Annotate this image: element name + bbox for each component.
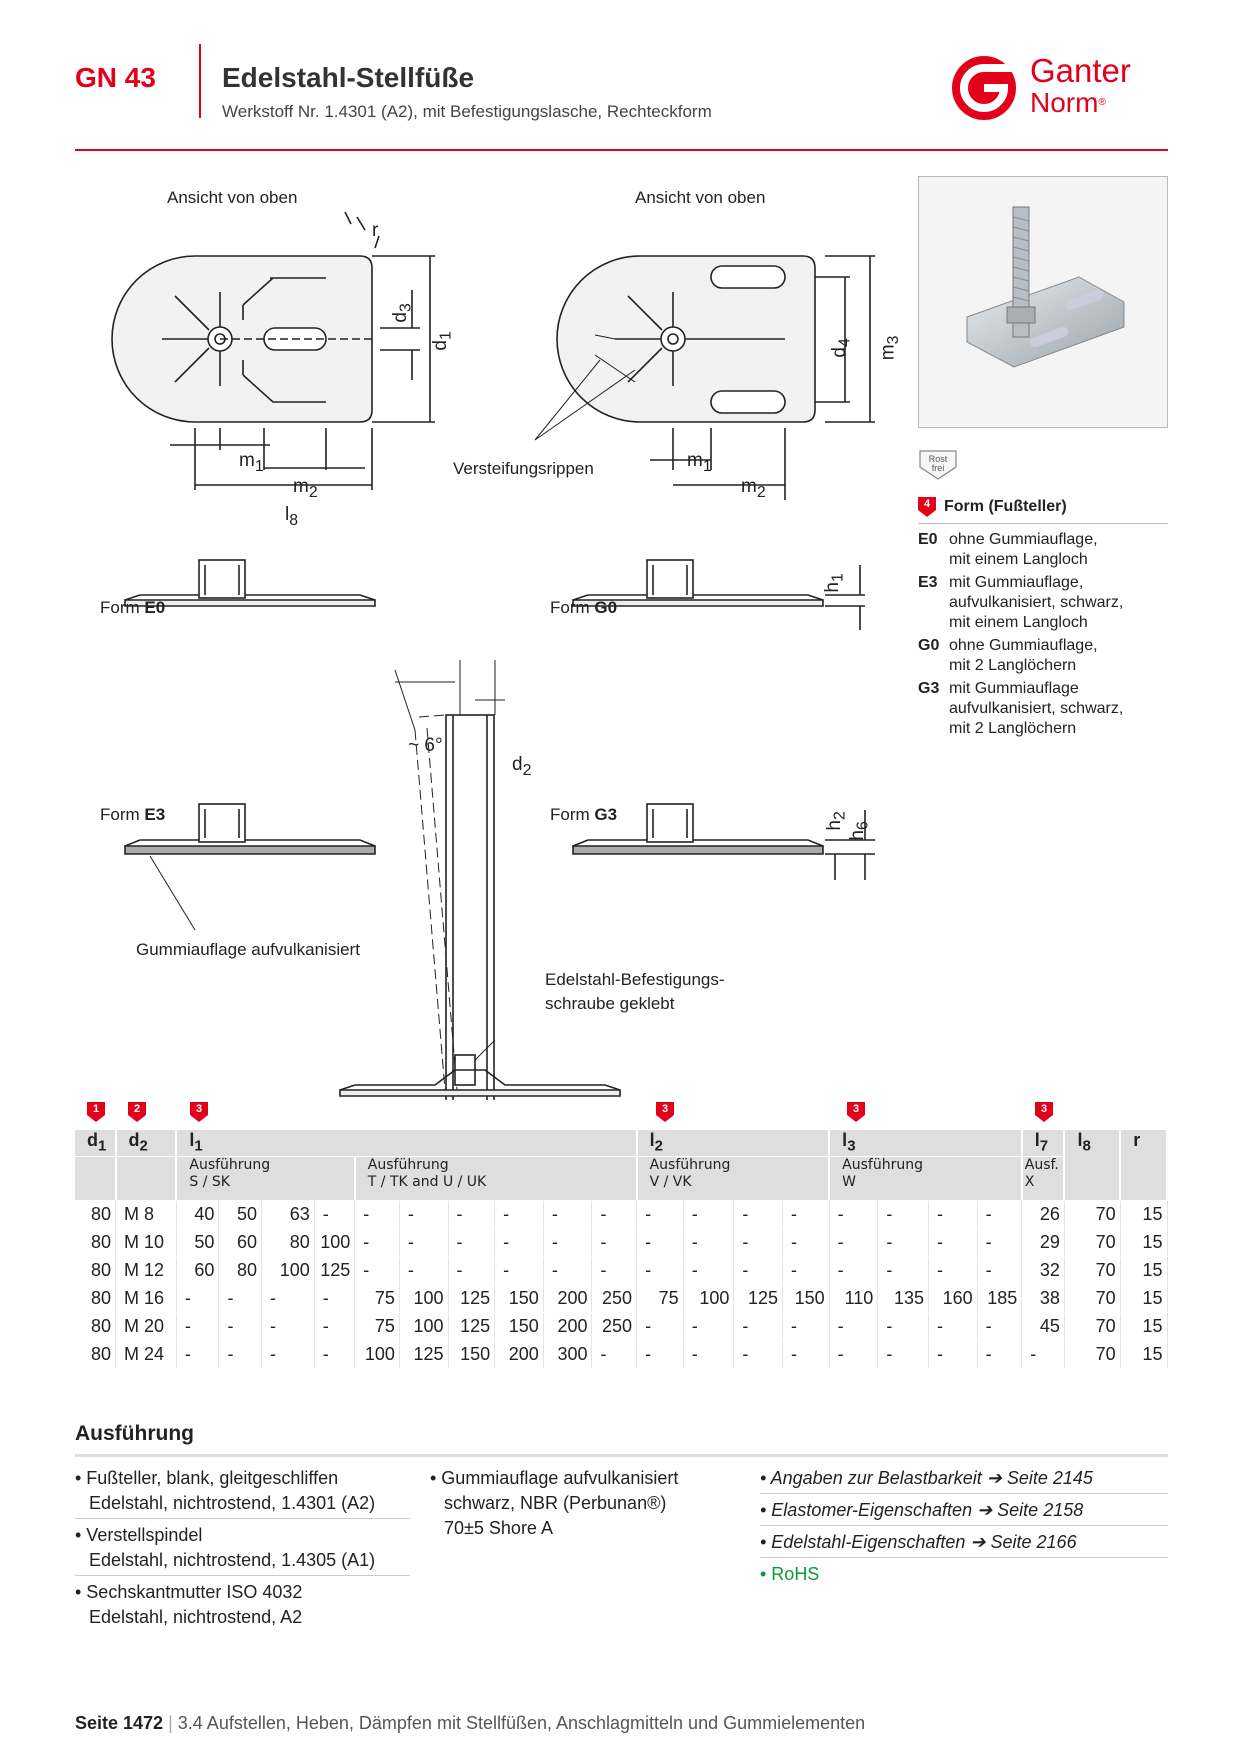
table-cell: - [543, 1256, 592, 1284]
angle-label: ~ 6° [408, 735, 443, 756]
table-markers [75, 1102, 1168, 1126]
rubber-label: Gummiauflage aufvulkanisiert [136, 940, 360, 959]
page-ref-link[interactable]: • Angaben zur Belastbarkeit ➔ Seite 2145 [760, 1462, 1168, 1494]
page-subtitle: Werkstoff Nr. 1.4301 (A2), mit Befestigungslasche, Rechteckform [222, 102, 712, 121]
table-cell: 100 [262, 1256, 315, 1284]
view-label-right: Ansicht von oben [635, 188, 766, 207]
table-cell: - [262, 1284, 315, 1312]
table-cell: - [683, 1228, 734, 1256]
table-cell: 75 [355, 1312, 400, 1340]
table-cell: - [683, 1312, 734, 1340]
form-g3-label: Form G3 [550, 805, 618, 824]
table-cell: - [734, 1256, 783, 1284]
table-cell: - [314, 1340, 355, 1368]
list-item: • Verstellspindel Edelstahl, nichtrostend, 1.4305 (A1) [75, 1519, 410, 1576]
table-cell: - [683, 1256, 734, 1284]
marker-4: 4 [918, 497, 936, 517]
table-cell: 40 [176, 1200, 219, 1228]
table-cell: 80 [75, 1200, 116, 1228]
form-e0-label: Form E0 [100, 598, 166, 617]
th-r: r [1120, 1130, 1167, 1200]
table-cell: 80 [75, 1256, 116, 1284]
table-row [75, 1228, 1167, 1256]
dim-h1: $h_1$ [821, 573, 847, 593]
table-cell: - [355, 1228, 400, 1256]
table-cell: 125 [734, 1284, 783, 1312]
table-cell: 100 [355, 1340, 400, 1368]
sub-l1-t: Ausführung T / TK and U / UK [355, 1156, 637, 1200]
table-cell: - [878, 1256, 929, 1284]
table-cell: - [495, 1200, 544, 1228]
table-cell: - [262, 1340, 315, 1368]
table-cell: 80 [75, 1312, 116, 1340]
table-cell: - [543, 1228, 592, 1256]
table-cell: - [783, 1256, 830, 1284]
table-cell: 185 [977, 1284, 1022, 1312]
table-cell: - [355, 1256, 400, 1284]
brand-sub: Norm® [1030, 87, 1106, 118]
header-rule [75, 149, 1168, 151]
sub-l2: Ausführung V / VK [637, 1156, 830, 1200]
table-cell: 150 [783, 1284, 830, 1312]
dim-d1: $d_1$ [429, 331, 455, 351]
svg-text:Rost: Rost [928, 454, 948, 464]
table-cell: 60 [219, 1228, 262, 1256]
sub-l1-s: Ausführung S / SK [176, 1156, 354, 1200]
table-cell: - [929, 1256, 978, 1284]
table-cell: - [637, 1312, 684, 1340]
form-item-g3: G3 mit Gummiauflage aufvulkanisiert, schwarz, mit 2 Langlöchern [918, 680, 1124, 737]
table-cell: - [448, 1256, 495, 1284]
table-cell: - [929, 1200, 978, 1228]
table-cell: 15 [1120, 1312, 1167, 1340]
ausfuehrung-col-2 [430, 1462, 730, 1543]
table-cell: 100 [399, 1312, 448, 1340]
dim-m2-right: $m_2$ [741, 476, 766, 501]
table-cell: - [929, 1228, 978, 1256]
table-cell: - [878, 1312, 929, 1340]
page-footer: Seite 1472 | 3.4 Aufstellen, Heben, Dämpfen mit Stellfüßen, Anschlagmitteln und Gummielementen [75, 1713, 866, 1733]
svg-text:frei: frei [931, 463, 945, 473]
table-cell: 150 [448, 1340, 495, 1368]
table-cell: - [977, 1312, 1022, 1340]
table-cell: 15 [1120, 1284, 1167, 1312]
rohs-label: • RoHS [760, 1564, 820, 1584]
table-cell: - [592, 1200, 637, 1228]
form-g0-label: Form G0 [550, 598, 618, 617]
table-cell: 45 [1022, 1312, 1065, 1340]
table-cell: 75 [355, 1284, 400, 1312]
table-cell: 70 [1064, 1200, 1120, 1228]
table-row [75, 1284, 1167, 1312]
table-cell: - [929, 1340, 978, 1368]
table-cell: 50 [219, 1200, 262, 1228]
page-title: Edelstahl-Stellfüße [222, 62, 475, 93]
table-cell: - [829, 1200, 878, 1228]
table-cell: 300 [543, 1340, 592, 1368]
table-cell: 60 [176, 1256, 219, 1284]
table-cell: - [495, 1256, 544, 1284]
table-cell: - [929, 1312, 978, 1340]
table-cell: - [977, 1340, 1022, 1368]
page-ref-link[interactable]: • Edelstahl-Eigenschaften ➔ Seite 2166 [760, 1526, 1168, 1558]
table-cell: - [829, 1312, 878, 1340]
table-cell: - [314, 1284, 355, 1312]
th-l8: $l_8$ [1064, 1130, 1120, 1200]
table-cell: 200 [543, 1284, 592, 1312]
table-cell: 63 [262, 1200, 315, 1228]
dimensions-table [75, 1130, 1168, 1369]
table-cell: 70 [1064, 1256, 1120, 1284]
th-d2: $d_2$ [116, 1130, 177, 1156]
form-e3-label: Form E3 [100, 805, 166, 824]
table-cell: - [399, 1228, 448, 1256]
ganter-g-icon [948, 52, 1024, 124]
table-cell: - [592, 1228, 637, 1256]
table-cell: 150 [495, 1312, 544, 1340]
form-item-g0: G0 ohne Gummiauflage, mit 2 Langlöchern [918, 637, 1098, 674]
table-cell: - [977, 1200, 1022, 1228]
dim-m1-right: $m_1$ [687, 450, 712, 475]
marker-3-l7: 3 [1035, 1102, 1053, 1122]
section-rule [75, 1454, 1168, 1457]
table-cell: - [783, 1340, 830, 1368]
table-subheader-row [75, 1156, 1167, 1200]
table-cell: 15 [1120, 1228, 1167, 1256]
product-code: GN 43 [75, 62, 156, 93]
table-row [75, 1312, 1167, 1340]
table-cell: - [637, 1256, 684, 1284]
table-cell: - [176, 1312, 219, 1340]
dim-h6: $h_6$ [846, 821, 872, 841]
table-cell: 38 [1022, 1284, 1065, 1312]
table-cell: - [219, 1312, 262, 1340]
table-cell: - [448, 1228, 495, 1256]
form-legend-list [918, 530, 1168, 742]
table-cell: - [829, 1228, 878, 1256]
table-cell: 125 [448, 1284, 495, 1312]
table-cell: 135 [878, 1284, 929, 1312]
ausfuehrung-col-3 [760, 1462, 1168, 1589]
table-cell: - [683, 1200, 734, 1228]
table-cell: 200 [495, 1340, 544, 1368]
form-legend-heading: 4 Form (Fußteller) [918, 497, 1168, 524]
list-item: • Gummiauflage aufvulkanisiert schwarz, NBR (Perbunan®) 70±5 Shore A [430, 1468, 679, 1538]
form-item-e3: E3 mit Gummiauflage, aufvulkanisiert, schwarz, mit einem Langloch [918, 574, 1124, 631]
th-d1: $d_1$ [75, 1130, 116, 1156]
th-l1: $l_1$ [176, 1130, 636, 1156]
page-number: Seite 1472 [75, 1713, 164, 1733]
dim-m3: $m_3$ [877, 335, 903, 361]
technical-drawing [75, 170, 935, 1100]
table-cell: 125 [314, 1256, 355, 1284]
table-cell: - [783, 1228, 830, 1256]
table-cell: 70 [1064, 1340, 1120, 1368]
table-cell: 70 [1064, 1284, 1120, 1312]
table-cell: - [1022, 1340, 1065, 1368]
leveling-foot-image [919, 177, 1169, 429]
table-cell: 80 [75, 1340, 116, 1368]
table-cell: - [977, 1228, 1022, 1256]
table-cell: - [734, 1228, 783, 1256]
table-cell: - [262, 1312, 315, 1340]
table-cell: M 16 [116, 1284, 177, 1312]
list-item: • Sechskantmutter ISO 4032 Edelstahl, nichtrostend, A2 [75, 1582, 303, 1627]
table-cell: - [637, 1340, 684, 1368]
rust-free-icon [918, 447, 958, 481]
table-cell: - [219, 1340, 262, 1368]
view-label-left: Ansicht von oben [167, 188, 298, 207]
table-cell: M 24 [116, 1340, 177, 1368]
table-cell: - [495, 1228, 544, 1256]
th-l3: $l_3$ [829, 1130, 1022, 1156]
table-cell: 125 [399, 1340, 448, 1368]
marker-3-l2: 3 [656, 1102, 674, 1122]
table-cell: 80 [262, 1228, 315, 1256]
table-header-row [75, 1130, 1167, 1156]
table-cell: 125 [448, 1312, 495, 1340]
rust-free-badge [918, 447, 958, 481]
ribs-label: Versteifungsrippen [453, 459, 594, 478]
table-cell: - [878, 1228, 929, 1256]
table-cell: - [683, 1340, 734, 1368]
chapter-text: 3.4 Aufstellen, Heben, Dämpfen mit Stellfüßen, Anschlagmitteln und Gummielementen [177, 1713, 866, 1733]
table-cell: 100 [683, 1284, 734, 1312]
sub-l3: Ausführung W [829, 1156, 1022, 1200]
table-cell: - [734, 1200, 783, 1228]
table-cell: - [878, 1340, 929, 1368]
table-cell: - [829, 1256, 878, 1284]
list-item: • Fußteller, blank, gleitgeschliffen Edelstahl, nichtrostend, 1.4301 (A2) [75, 1462, 410, 1519]
table-cell: 26 [1022, 1200, 1065, 1228]
table-cell: - [878, 1200, 929, 1228]
table-cell: 70 [1064, 1228, 1120, 1256]
dim-m2-left: $m_2$ [293, 476, 318, 501]
table-cell: - [314, 1200, 355, 1228]
table-cell: - [543, 1200, 592, 1228]
table-cell: - [783, 1200, 830, 1228]
table-cell: 80 [75, 1284, 116, 1312]
table-cell: - [734, 1340, 783, 1368]
th-l7: $l_7$ [1022, 1130, 1065, 1156]
dim-r: r [372, 220, 379, 241]
table-cell: - [355, 1200, 400, 1228]
table-cell: - [829, 1340, 878, 1368]
table-cell: M 20 [116, 1312, 177, 1340]
table-cell: - [314, 1312, 355, 1340]
table-cell: 200 [543, 1312, 592, 1340]
table-cell: 15 [1120, 1256, 1167, 1284]
marker-1: 1 [87, 1102, 105, 1122]
table-cell: - [176, 1284, 219, 1312]
table-cell: 110 [829, 1284, 878, 1312]
table-cell: 70 [1064, 1312, 1120, 1340]
table-cell: M 10 [116, 1228, 177, 1256]
dim-d2: $d_2$ [512, 754, 532, 779]
marker-2: 2 [128, 1102, 146, 1122]
table-cell: 250 [592, 1312, 637, 1340]
marker-3-l3: 3 [847, 1102, 865, 1122]
table-cell: 160 [929, 1284, 978, 1312]
th-l2: $l_2$ [637, 1130, 830, 1156]
table-cell: 80 [219, 1256, 262, 1284]
dim-m1-left: $m_1$ [239, 450, 264, 475]
table-cell: - [399, 1256, 448, 1284]
dim-l8: $l_8$ [285, 504, 299, 529]
table-cell: - [637, 1200, 684, 1228]
product-photo [918, 176, 1168, 428]
drawing-lines [75, 170, 935, 1100]
table-cell: 250 [592, 1284, 637, 1312]
table-cell: M 8 [116, 1200, 177, 1228]
table-cell: 100 [399, 1284, 448, 1312]
table-cell: M 12 [116, 1256, 177, 1284]
dim-d3: $d_3$ [389, 303, 415, 323]
table-cell: - [592, 1256, 637, 1284]
form-item-e0: E0 ohne Gummiauflage, mit einem Langloch [918, 531, 1098, 568]
brand-name: Ganter [1030, 52, 1131, 89]
table-cell: 15 [1120, 1340, 1167, 1368]
table-cell: - [176, 1340, 219, 1368]
table-cell: 75 [637, 1284, 684, 1312]
ausfuehrung-col-1 [75, 1462, 410, 1632]
table-cell: - [783, 1312, 830, 1340]
table-cell: 50 [176, 1228, 219, 1256]
page-ref-link[interactable]: • Elastomer-Eigenschaften ➔ Seite 2158 [760, 1494, 1168, 1526]
header-divider [199, 44, 201, 118]
table-cell: 150 [495, 1284, 544, 1312]
table-cell: - [734, 1312, 783, 1340]
table-cell: 15 [1120, 1200, 1167, 1228]
table-cell: - [219, 1284, 262, 1312]
table-cell: 29 [1022, 1228, 1065, 1256]
table-cell: - [448, 1200, 495, 1228]
sub-l7: Ausf. X [1022, 1156, 1065, 1200]
table-cell: - [399, 1200, 448, 1228]
table-row [75, 1200, 1167, 1228]
table-cell: - [592, 1340, 637, 1368]
section-title-ausfuehrung: Ausführung [75, 1422, 194, 1445]
table-cell: - [637, 1228, 684, 1256]
table-cell: 100 [314, 1228, 355, 1256]
table-cell: 80 [75, 1228, 116, 1256]
table-row [75, 1340, 1167, 1368]
dim-d4: $d_4$ [828, 338, 854, 358]
screw-label: Edelstahl-Befestigungs- schraube geklebt [545, 970, 725, 1013]
table-row [75, 1256, 1167, 1284]
table-cell: 32 [1022, 1256, 1065, 1284]
table-cell: - [977, 1256, 1022, 1284]
marker-3-l1: 3 [190, 1102, 208, 1122]
dim-h2: $h_2$ [823, 811, 849, 831]
